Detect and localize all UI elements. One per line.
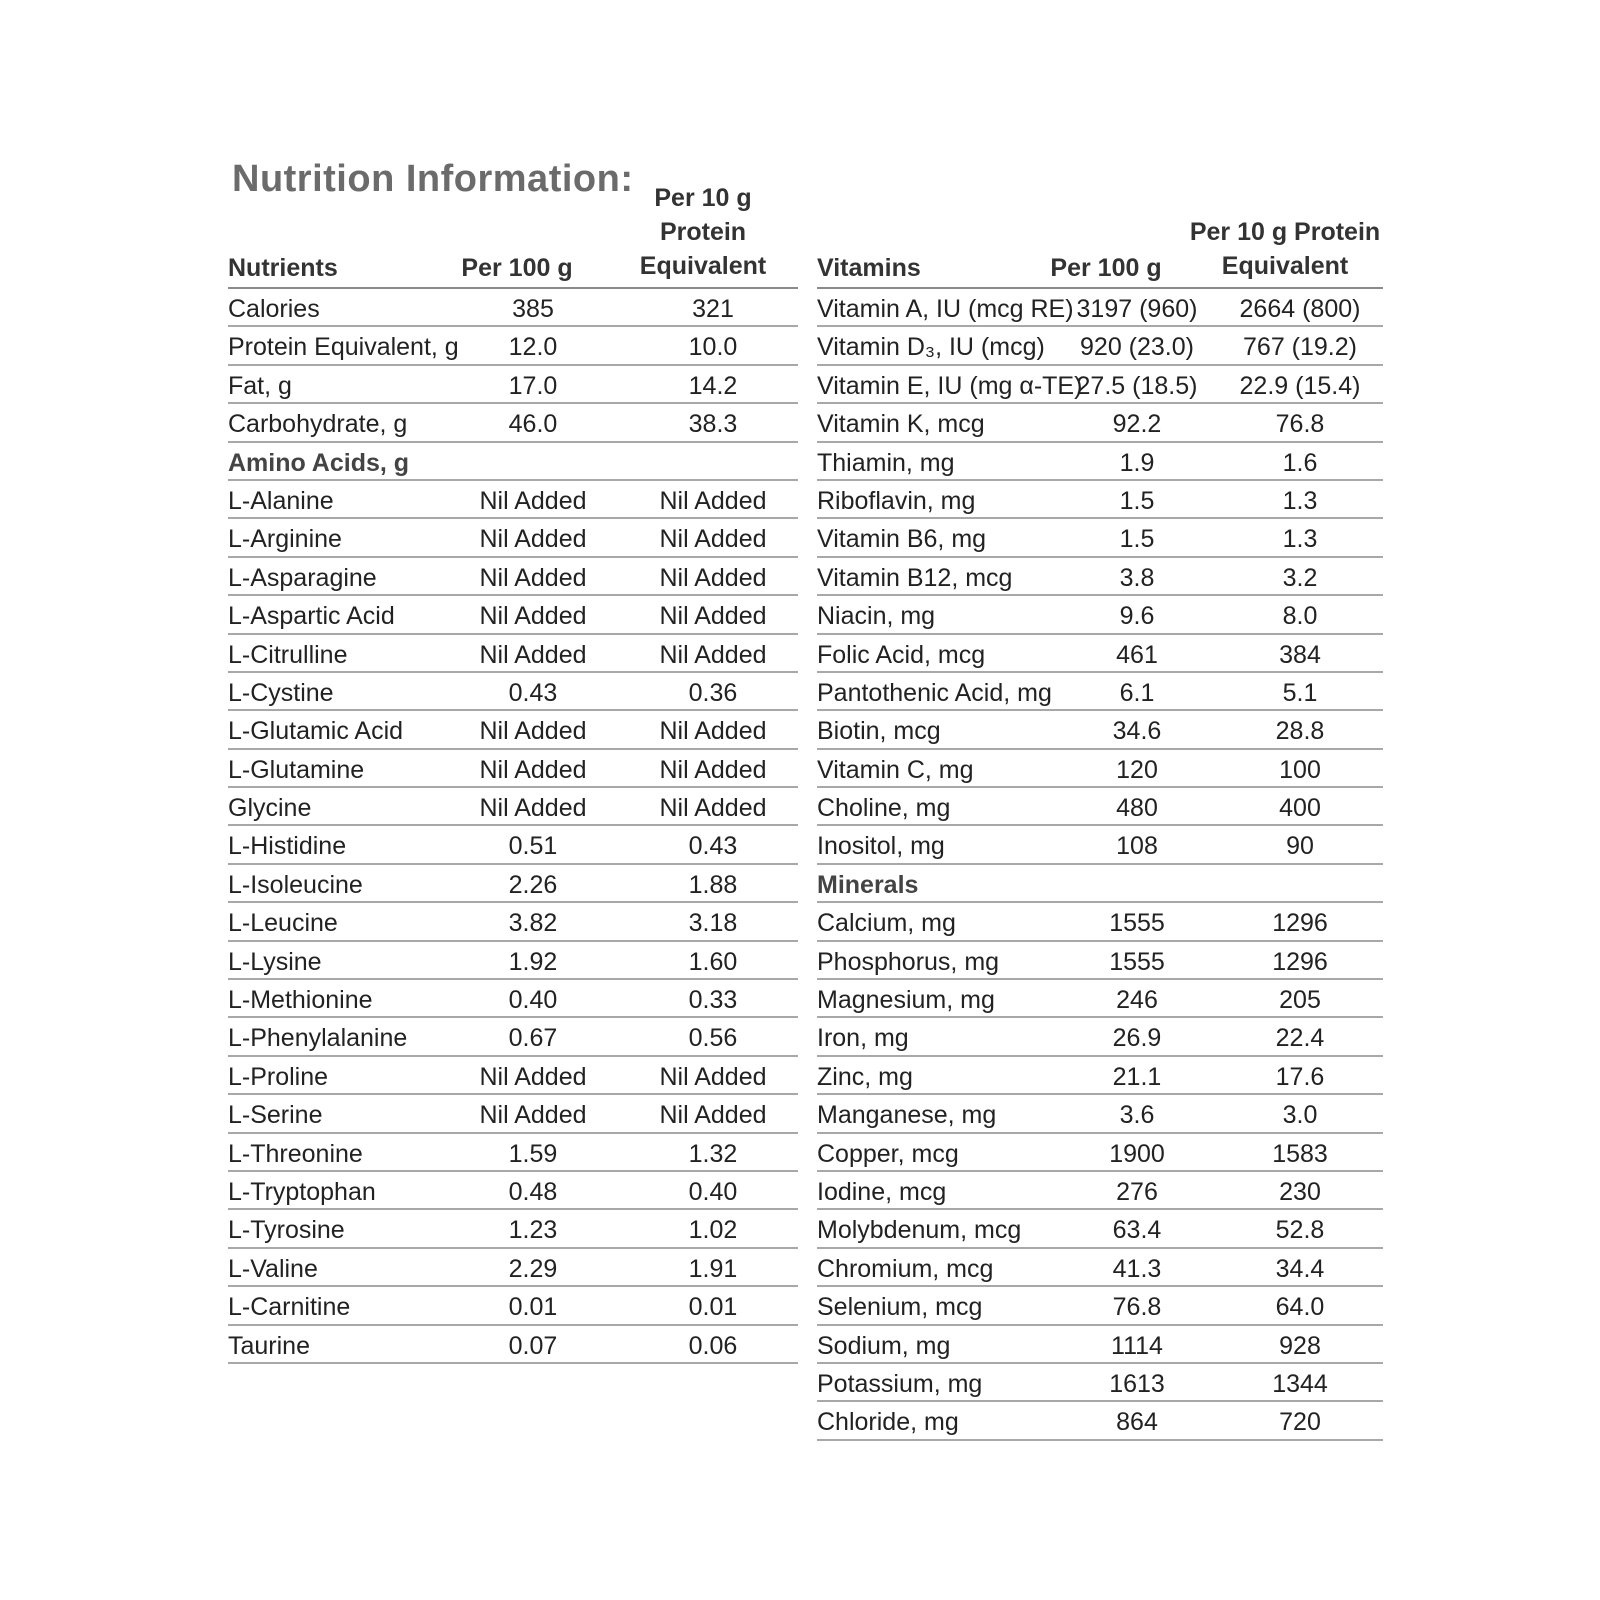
- per-100g-value: 63.4: [1112, 1216, 1162, 1245]
- per-100g-value: Nil Added: [479, 794, 587, 823]
- vitamins-table-body: [817, 289, 1383, 1441]
- nutrient-label: L-Glutamine: [228, 755, 365, 784]
- table-row: [228, 903, 798, 941]
- per-10g-protein-value: 1.02: [688, 1216, 738, 1245]
- nutrient-label: Iodine, mcg: [817, 1177, 947, 1206]
- nutrient-label: Fat, g: [228, 371, 292, 400]
- nutrient-label: Vitamin B6, mg: [817, 525, 987, 554]
- per-100g-value: 0.43: [508, 678, 558, 707]
- table-row: [228, 1249, 798, 1287]
- table-row: [228, 519, 798, 557]
- nutrient-label: L-Methionine: [228, 986, 373, 1015]
- table-row: [817, 519, 1383, 557]
- nutrient-label: Vitamin D₃, IU (mcg): [817, 333, 1045, 362]
- per-100g-value: 17.0: [508, 371, 558, 400]
- nutrient-label: Sodium, mg: [817, 1331, 951, 1360]
- per-10g-protein-value: 3.2: [1282, 563, 1318, 592]
- per-100g-value: 0.07: [508, 1331, 558, 1360]
- nutrient-label: L-Threonine: [228, 1139, 363, 1168]
- per-100g-value: 3.6: [1119, 1101, 1155, 1130]
- nutrient-label: Glycine: [228, 794, 312, 823]
- per-100g-value: Nil Added: [479, 640, 587, 669]
- table-row: [228, 1057, 798, 1095]
- nutrient-label: Zinc, mg: [817, 1062, 913, 1091]
- page-title: Nutrition Information:: [232, 158, 634, 200]
- nutrient-label: Riboflavin, mg: [817, 486, 976, 515]
- per-10g-protein-value: 90: [1286, 832, 1314, 861]
- table-row: [228, 826, 798, 864]
- nutrient-label: Potassium, mg: [817, 1369, 983, 1398]
- table-row: [228, 327, 798, 365]
- section-label: Amino Acids, g: [228, 448, 410, 477]
- per-10g-protein-value: 10.0: [688, 333, 738, 362]
- per-10g-protein-value: Nil Added: [659, 525, 767, 554]
- nutrient-label: Vitamin C, mg: [817, 755, 974, 784]
- per-100g-column-header: Per 100 g: [1050, 254, 1162, 282]
- per-10g-protein-value: 3.0: [1282, 1101, 1318, 1130]
- per-100g-value: 385: [512, 295, 554, 323]
- per-10g-protein-value: 14.2: [688, 371, 738, 400]
- table-row: [817, 1172, 1383, 1210]
- table-row: [228, 1287, 798, 1325]
- table-row: [817, 1326, 1383, 1364]
- per-100g-value: 864: [1116, 1408, 1158, 1437]
- per-10g-protein-value: 1.6: [1282, 448, 1318, 477]
- per-10g-protein-value: 8.0: [1282, 602, 1318, 631]
- per-100g-value: 2.29: [508, 1254, 558, 1283]
- nutrient-label: Calories: [228, 295, 320, 323]
- table-row: [817, 596, 1383, 634]
- per-100g-value: 76.8: [1112, 1293, 1162, 1322]
- per-100g-value: 108: [1116, 832, 1158, 861]
- nutrient-label: L-Lysine: [228, 947, 322, 976]
- per-100g-value: 92.2: [1112, 410, 1162, 439]
- per-100g-value: 3.8: [1119, 563, 1155, 592]
- per-100g-value: Nil Added: [479, 563, 587, 592]
- table-row: [817, 1249, 1383, 1287]
- per-10g-protein-value: 1296: [1272, 909, 1328, 938]
- per-100g-value: 480: [1116, 794, 1158, 823]
- per-100g-value: Nil Added: [479, 755, 587, 784]
- per-100g-value: Nil Added: [479, 486, 587, 515]
- nutrients-column-header: Nutrients: [228, 254, 338, 282]
- nutrient-label: Protein Equivalent, g: [228, 333, 459, 362]
- table-row: [228, 711, 798, 749]
- nutrients-table-body: [228, 289, 798, 1364]
- table-row: [228, 1326, 798, 1364]
- table-row: [817, 1364, 1383, 1402]
- table-row: [228, 673, 798, 711]
- per-100g-value: Nil Added: [479, 602, 587, 631]
- table-row: [817, 1134, 1383, 1172]
- table-row: [228, 750, 798, 788]
- per-100g-value: 27.5 (18.5): [1076, 371, 1198, 400]
- per-10g-protein-value: Nil Added: [659, 563, 767, 592]
- per-100g-value: 1.5: [1119, 525, 1155, 554]
- nutrient-label: L-Proline: [228, 1062, 329, 1091]
- per-100g-value: Nil Added: [479, 525, 587, 554]
- nutrient-label: Iron, mg: [817, 1024, 909, 1053]
- nutrient-label: Thiamin, mg: [817, 448, 955, 477]
- nutrient-label: Calcium, mg: [817, 909, 956, 938]
- per-100g-value: 0.67: [508, 1024, 558, 1053]
- table-row: [228, 1134, 798, 1172]
- nutrient-label: Pantothenic Acid, mg: [817, 678, 1052, 707]
- per-100g-value: 0.40: [508, 986, 558, 1015]
- per-10g-protein-value: 1.88: [688, 870, 738, 899]
- per-10g-protein-value: 28.8: [1275, 717, 1325, 746]
- nutrient-label: Taurine: [228, 1331, 310, 1360]
- per-10g-protein-value: 928: [1279, 1331, 1321, 1360]
- nutrient-label: Copper, mcg: [817, 1139, 959, 1168]
- per-10g-protein-value: 3.18: [688, 909, 738, 938]
- table-row: [817, 1210, 1383, 1248]
- table-row: [228, 1210, 798, 1248]
- table-row: [817, 1057, 1383, 1095]
- per-100g-value: 920 (23.0): [1080, 333, 1194, 362]
- section-header-row: [228, 443, 798, 481]
- per-10g-protein-value: 767 (19.2): [1243, 333, 1357, 362]
- nutrient-label: L-Cystine: [228, 678, 334, 707]
- vitamins-minerals-table: [817, 217, 1383, 1441]
- per-10g-protein-value: 100: [1279, 755, 1321, 784]
- per-100g-value: 246: [1116, 986, 1158, 1015]
- per-100g-value: 1.23: [508, 1216, 558, 1245]
- table-row: [228, 942, 798, 980]
- per-10g-protein-value: 1.60: [688, 947, 738, 976]
- nutrient-label: L-Arginine: [228, 525, 342, 554]
- nutrients-table-header: [228, 184, 798, 289]
- per-100g-value: 0.48: [508, 1177, 558, 1206]
- per-10g-protein-value: 64.0: [1275, 1293, 1325, 1322]
- table-row: [228, 596, 798, 634]
- per-10g-protein-value: 0.36: [688, 678, 738, 707]
- nutrient-label: Vitamin K, mcg: [817, 410, 985, 439]
- nutrient-label: Inositol, mg: [817, 832, 945, 861]
- per-10g-protein-value: 321: [692, 295, 734, 323]
- table-row: [817, 635, 1383, 673]
- table-row: [228, 366, 798, 404]
- per-10g-protein-value: 76.8: [1275, 410, 1325, 439]
- per-10g-protein-value: 0.40: [688, 1177, 738, 1206]
- table-row: [817, 903, 1383, 941]
- table-row: [228, 558, 798, 596]
- table-row: [817, 289, 1383, 327]
- per-10g-protein-value: Nil Added: [659, 1101, 767, 1130]
- nutrient-label: Choline, mg: [817, 794, 951, 823]
- nutrient-label: L-Asparagine: [228, 563, 377, 592]
- table-row: [228, 788, 798, 826]
- nutrient-label: Chloride, mg: [817, 1408, 959, 1437]
- per-10g-protein-value: 1.3: [1282, 486, 1318, 515]
- per-10g-protein-value: 205: [1279, 986, 1321, 1015]
- per-10g-protein-value: 0.33: [688, 986, 738, 1015]
- per-10g-protein-value: 0.56: [688, 1024, 738, 1053]
- nutrient-label: Carbohydrate, g: [228, 410, 408, 439]
- table-row: [817, 558, 1383, 596]
- table-row: [817, 1402, 1383, 1440]
- nutrient-label: L-Glutamic Acid: [228, 717, 404, 746]
- table-row: [817, 942, 1383, 980]
- table-row: [817, 366, 1383, 404]
- per-100g-value: Nil Added: [479, 717, 587, 746]
- nutrient-label: Phosphorus, mg: [817, 947, 1000, 976]
- per-10g-protein-value: 1583: [1272, 1139, 1328, 1168]
- per-100g-value: 21.1: [1112, 1062, 1162, 1091]
- table-row: [228, 635, 798, 673]
- per-100g-value: 0.01: [508, 1293, 558, 1322]
- nutrient-label: Chromium, mcg: [817, 1254, 994, 1283]
- per-100g-value: 46.0: [508, 410, 558, 439]
- per-10g-protein-value: 384: [1279, 640, 1321, 669]
- vitamins-table-header: [817, 217, 1383, 289]
- nutrient-label: L-Phenylalanine: [228, 1024, 408, 1053]
- per-10g-protein-value: 1.3: [1282, 525, 1318, 554]
- per-10g-protein-value: 5.1: [1282, 678, 1318, 707]
- per-10g-protein-value: 1.91: [688, 1254, 738, 1283]
- nutrient-label: L-Carnitine: [228, 1293, 351, 1322]
- per-100g-value: 2.26: [508, 870, 558, 899]
- per-100g-value: 1.9: [1119, 448, 1155, 477]
- per-10g-protein-value: 17.6: [1275, 1062, 1325, 1091]
- per-10g-protein-value: 230: [1279, 1177, 1321, 1206]
- table-row: [817, 1095, 1383, 1133]
- nutrient-label: Vitamin A, IU (mcg RE): [817, 295, 1074, 323]
- nutrient-label: L-Isoleucine: [228, 870, 363, 899]
- nutrient-label: L-Citrulline: [228, 640, 348, 669]
- table-row: [817, 711, 1383, 749]
- per-100g-value: 3.82: [508, 909, 558, 938]
- per-100g-value: 1555: [1109, 947, 1165, 976]
- per-100g-value: 1613: [1109, 1369, 1165, 1398]
- per-100g-value: 1900: [1109, 1139, 1165, 1168]
- per-100g-value: 1.59: [508, 1139, 558, 1168]
- per-100g-value: 3197 (960): [1076, 295, 1198, 323]
- per-10g-protein-column-header: Per 10 g Protein Equivalent: [1189, 218, 1381, 280]
- table-row: [228, 404, 798, 442]
- table-row: [228, 1095, 798, 1133]
- nutrient-label: Biotin, mcg: [817, 717, 941, 746]
- table-row: [817, 1018, 1383, 1056]
- per-100g-value: 1.5: [1119, 486, 1155, 515]
- table-row: [817, 1287, 1383, 1325]
- vitamins-column-header: Vitamins: [817, 254, 921, 282]
- table-row: [817, 327, 1383, 365]
- per-10g-protein-value: 1296: [1272, 947, 1328, 976]
- per-100g-value: 120: [1116, 755, 1158, 784]
- nutrient-label: Molybdenum, mcg: [817, 1216, 1022, 1245]
- per-10g-protein-value: Nil Added: [659, 640, 767, 669]
- per-100g-value: 26.9: [1112, 1024, 1162, 1053]
- per-10g-protein-value: 400: [1279, 794, 1321, 823]
- nutrients-table: [228, 184, 798, 1364]
- table-row: [228, 1018, 798, 1056]
- per-10g-protein-value: Nil Added: [659, 717, 767, 746]
- nutrient-label: L-Tryptophan: [228, 1177, 376, 1206]
- per-10g-protein-value: 2664 (800): [1239, 295, 1361, 323]
- nutrient-label: L-Aspartic Acid: [228, 602, 395, 631]
- per-100g-value: 6.1: [1119, 678, 1155, 707]
- table-row: [228, 865, 798, 903]
- table-row: [817, 980, 1383, 1018]
- table-row: [817, 788, 1383, 826]
- nutrient-label: L-Serine: [228, 1101, 323, 1130]
- nutrient-label: Vitamin E, IU (mg α-TE): [817, 371, 1083, 400]
- per-10g-protein-column-header: Per 10 g Protein Equivalent: [639, 184, 767, 280]
- nutrient-label: L-Leucine: [228, 909, 338, 938]
- table-row: [817, 826, 1383, 864]
- table-row: [228, 289, 798, 327]
- per-10g-protein-value: Nil Added: [659, 1062, 767, 1091]
- per-10g-protein-value: Nil Added: [659, 602, 767, 631]
- table-row: [817, 481, 1383, 519]
- per-100g-value: 0.51: [508, 832, 558, 861]
- section-label: Minerals: [817, 870, 919, 899]
- table-row: [228, 481, 798, 519]
- per-10g-protein-value: 0.43: [688, 832, 738, 861]
- per-10g-protein-value: Nil Added: [659, 486, 767, 515]
- per-100g-value: 1114: [1111, 1331, 1163, 1360]
- per-10g-protein-value: 52.8: [1275, 1216, 1325, 1245]
- per-100g-value: 276: [1116, 1177, 1158, 1206]
- table-row: [228, 1172, 798, 1210]
- nutrient-label: L-Histidine: [228, 832, 347, 861]
- per-100g-value: Nil Added: [479, 1101, 587, 1130]
- per-10g-protein-value: 0.01: [688, 1293, 738, 1322]
- per-100g-column-header: Per 100 g: [461, 254, 573, 282]
- per-100g-value: 461: [1116, 640, 1158, 669]
- nutrient-label: Niacin, mg: [817, 602, 936, 631]
- per-100g-value: 9.6: [1119, 602, 1155, 631]
- per-10g-protein-value: 22.4: [1275, 1024, 1325, 1053]
- per-10g-protein-value: Nil Added: [659, 794, 767, 823]
- per-100g-value: 12.0: [508, 333, 558, 362]
- nutrient-label: Manganese, mg: [817, 1101, 997, 1130]
- per-10g-protein-value: 720: [1279, 1408, 1321, 1437]
- nutrient-label: Folic Acid, mcg: [817, 640, 986, 669]
- table-row: [817, 750, 1383, 788]
- table-row: [817, 673, 1383, 711]
- per-100g-value: 34.6: [1112, 717, 1162, 746]
- table-row: [817, 443, 1383, 481]
- per-10g-protein-value: 0.06: [688, 1331, 738, 1360]
- table-row: [817, 404, 1383, 442]
- section-header-row: [817, 865, 1383, 903]
- per-100g-value: Nil Added: [479, 1062, 587, 1091]
- per-10g-protein-value: Nil Added: [659, 755, 767, 784]
- nutrient-label: L-Tyrosine: [228, 1216, 345, 1245]
- per-10g-protein-value: 38.3: [688, 410, 738, 439]
- per-100g-value: 41.3: [1112, 1254, 1162, 1283]
- nutrient-label: Selenium, mcg: [817, 1293, 983, 1322]
- per-100g-value: 1555: [1109, 909, 1165, 938]
- nutrient-label: Magnesium, mg: [817, 986, 995, 1015]
- per-100g-value: 1.92: [508, 947, 558, 976]
- per-10g-protein-value: 1344: [1272, 1369, 1328, 1398]
- per-10g-protein-value: 1.32: [688, 1139, 738, 1168]
- per-10g-protein-value: 34.4: [1275, 1254, 1325, 1283]
- per-10g-protein-value: 22.9 (15.4): [1239, 371, 1361, 400]
- nutrient-label: L-Valine: [228, 1254, 318, 1283]
- nutrient-label: L-Alanine: [228, 486, 334, 515]
- nutrient-label: Vitamin B12, mcg: [817, 563, 1013, 592]
- table-row: [228, 980, 798, 1018]
